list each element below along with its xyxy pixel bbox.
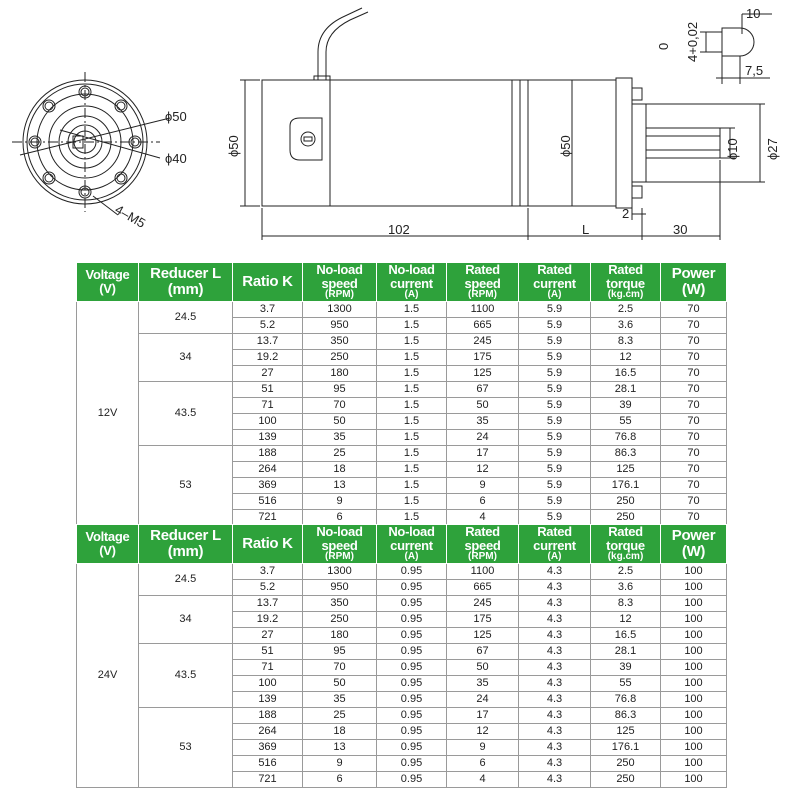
rated-current-cell: 4.3	[519, 723, 591, 739]
no-load-speed-cell: 180	[303, 627, 377, 643]
power-cell: 70	[661, 349, 727, 365]
rated-torque-cell: 28.1	[591, 643, 661, 659]
reducer-length-label: L	[582, 222, 590, 237]
power-cell: 100	[661, 611, 727, 627]
header-rated-torque	[591, 263, 661, 302]
reducer-cell: 34	[139, 595, 233, 643]
ratio-cell: 5.2	[233, 317, 303, 333]
no-load-current-cell: 1.5	[377, 445, 447, 461]
power-cell: 100	[661, 739, 727, 755]
rated-torque-cell: 16.5	[591, 365, 661, 381]
header-rated-current-unit: (A)	[547, 289, 562, 301]
power-cell: 100	[661, 723, 727, 739]
table-row	[77, 643, 727, 659]
rated-torque-cell: 8.3	[591, 333, 661, 349]
no-load-current-cell: 1.5	[377, 509, 447, 525]
no-load-speed-cell: 13	[303, 739, 377, 755]
no-load-current-cell: 0.95	[377, 627, 447, 643]
rated-speed-cell: 50	[447, 397, 519, 413]
key-width-label: 10	[746, 6, 761, 21]
tolerance-top: 0	[656, 42, 671, 50]
rated-current-cell: 4.3	[519, 579, 591, 595]
rated-current-cell: 5.9	[519, 509, 591, 525]
rated-current-cell: 4.3	[519, 691, 591, 707]
rated-torque-cell: 8.3	[591, 595, 661, 611]
no-load-speed-cell: 180	[303, 365, 377, 381]
power-cell: 100	[661, 707, 727, 723]
table-row	[77, 595, 727, 611]
header-reducer	[139, 263, 233, 302]
no-load-speed-cell: 350	[303, 333, 377, 349]
power-cell: 70	[661, 397, 727, 413]
rated-speed-cell: 1100	[447, 563, 519, 579]
no-load-speed-cell: 250	[303, 349, 377, 365]
table-row	[77, 707, 727, 723]
no-load-current-cell: 1.5	[377, 413, 447, 429]
rated-torque-cell: 86.3	[591, 707, 661, 723]
no-load-current-cell: 1.5	[377, 365, 447, 381]
rated-speed-cell: 175	[447, 611, 519, 627]
table-row	[77, 563, 727, 579]
rated-speed-cell: 24	[447, 429, 519, 445]
no-load-speed-cell: 95	[303, 643, 377, 659]
header-reducer	[139, 525, 233, 564]
rated-torque-cell: 2.5	[591, 563, 661, 579]
rated-speed-cell: 17	[447, 445, 519, 461]
shaft-length-label: 30	[673, 222, 688, 237]
power-cell: 100	[661, 675, 727, 691]
rated-current-cell: 5.9	[519, 477, 591, 493]
ratio-cell: 27	[233, 365, 303, 381]
rated-torque-cell: 250	[591, 493, 661, 509]
header-voltage-label: Voltage (V)	[85, 267, 130, 296]
ratio-cell: 721	[233, 771, 303, 787]
rated-current-cell: 4.3	[519, 659, 591, 675]
ratio-cell: 139	[233, 429, 303, 445]
header-ratio	[233, 263, 303, 302]
no-load-speed-cell: 1300	[303, 563, 377, 579]
rated-current-cell: 4.3	[519, 611, 591, 627]
header-voltage	[77, 525, 139, 564]
header-reducer-label: Reducer L (mm)	[150, 265, 221, 298]
no-load-speed-cell: 950	[303, 317, 377, 333]
ratio-cell: 369	[233, 477, 303, 493]
power-cell: 100	[661, 755, 727, 771]
no-load-speed-cell: 9	[303, 755, 377, 771]
no-load-current-cell: 0.95	[377, 707, 447, 723]
rated-speed-cell: 17	[447, 707, 519, 723]
power-cell: 70	[661, 509, 727, 525]
ratio-cell: 13.7	[233, 333, 303, 349]
rated-current-cell: 5.9	[519, 317, 591, 333]
no-load-current-cell: 1.5	[377, 461, 447, 477]
header-ratio-label: Ratio K	[242, 273, 293, 291]
header-rated-current-unit: (A)	[547, 551, 562, 563]
no-load-speed-cell: 6	[303, 509, 377, 525]
reducer-cell: 53	[139, 445, 233, 525]
gap-label: 2	[622, 206, 630, 221]
table-header-row	[77, 525, 727, 564]
front-phi50-label: ϕ50	[165, 109, 187, 124]
header-no-load-speed-label: No-load speed	[316, 262, 363, 291]
power-cell: 100	[661, 643, 727, 659]
ratio-cell: 3.7	[233, 563, 303, 579]
table-row	[77, 333, 727, 349]
header-rated-speed	[447, 525, 519, 564]
rated-current-cell: 4.3	[519, 627, 591, 643]
rated-torque-cell: 125	[591, 723, 661, 739]
power-cell: 100	[661, 563, 727, 579]
no-load-current-cell: 0.95	[377, 675, 447, 691]
voltage-cell: 24V	[77, 563, 139, 787]
rated-speed-cell: 35	[447, 413, 519, 429]
header-no-load-current-unit: (A)	[404, 289, 419, 301]
rated-speed-cell: 4	[447, 771, 519, 787]
ratio-cell: 516	[233, 493, 303, 509]
no-load-current-cell: 1.5	[377, 493, 447, 509]
header-rated-current-label: Rated current	[533, 262, 576, 291]
depth-label: 7,5	[745, 63, 764, 78]
rated-speed-cell: 125	[447, 627, 519, 643]
rated-torque-cell: 39	[591, 659, 661, 675]
no-load-speed-cell: 50	[303, 675, 377, 691]
no-load-current-cell: 0.95	[377, 611, 447, 627]
rated-speed-cell: 245	[447, 595, 519, 611]
rated-speed-cell: 12	[447, 461, 519, 477]
power-cell: 100	[661, 627, 727, 643]
power-cell: 100	[661, 579, 727, 595]
front-view	[12, 72, 170, 215]
rated-torque-cell: 28.1	[591, 381, 661, 397]
ratio-cell: 19.2	[233, 349, 303, 365]
no-load-speed-cell: 25	[303, 707, 377, 723]
ratio-cell: 5.2	[233, 579, 303, 595]
no-load-current-cell: 0.95	[377, 659, 447, 675]
ratio-cell: 721	[233, 509, 303, 525]
rated-torque-cell: 39	[591, 397, 661, 413]
no-load-speed-cell: 6	[303, 771, 377, 787]
no-load-speed-cell: 350	[303, 595, 377, 611]
header-power	[661, 263, 727, 302]
rated-torque-cell: 55	[591, 413, 661, 429]
power-cell: 100	[661, 771, 727, 787]
no-load-current-cell: 1.5	[377, 477, 447, 493]
no-load-current-cell: 1.5	[377, 317, 447, 333]
spec-table-12v	[76, 262, 727, 526]
rated-current-cell: 4.3	[519, 755, 591, 771]
rated-speed-cell: 6	[447, 755, 519, 771]
shaft-diameter-label: ϕ10	[725, 138, 740, 160]
no-load-current-cell: 0.95	[377, 755, 447, 771]
ratio-cell: 51	[233, 643, 303, 659]
flange-diameter-label: ϕ27	[765, 138, 780, 160]
header-rated-torque-label: Rated torque	[606, 524, 645, 553]
rated-current-cell: 4.3	[519, 707, 591, 723]
rated-speed-cell: 9	[447, 739, 519, 755]
no-load-speed-cell: 13	[303, 477, 377, 493]
power-cell: 70	[661, 477, 727, 493]
header-rated-torque-unit: (kg.cm)	[607, 551, 644, 563]
rated-current-cell: 5.9	[519, 493, 591, 509]
no-load-current-cell: 0.95	[377, 579, 447, 595]
table-row	[77, 445, 727, 461]
header-no-load-current-label: No-load current	[388, 262, 435, 291]
header-voltage-label: Voltage (V)	[85, 529, 130, 558]
power-cell: 70	[661, 429, 727, 445]
rated-current-cell: 4.3	[519, 563, 591, 579]
ratio-cell: 516	[233, 755, 303, 771]
reducer-cell: 43.5	[139, 643, 233, 707]
no-load-current-cell: 1.5	[377, 333, 447, 349]
reducer-cell: 24.5	[139, 301, 233, 333]
no-load-current-cell: 1.5	[377, 429, 447, 445]
rated-speed-cell: 12	[447, 723, 519, 739]
power-cell: 70	[661, 445, 727, 461]
rated-speed-cell: 125	[447, 365, 519, 381]
spec-table-24v	[76, 524, 727, 788]
rated-speed-cell: 1100	[447, 301, 519, 317]
rated-speed-cell: 665	[447, 579, 519, 595]
power-cell: 70	[661, 317, 727, 333]
rated-torque-cell: 86.3	[591, 445, 661, 461]
body-length-label: 102	[388, 222, 410, 237]
motor-drawing	[0, 0, 800, 255]
header-power-label: Power (W)	[671, 527, 716, 560]
header-no-load-current-unit: (A)	[404, 551, 419, 563]
rated-torque-cell: 3.6	[591, 317, 661, 333]
ratio-cell: 3.7	[233, 301, 303, 317]
header-rated-speed-unit: (RPM)	[468, 551, 497, 563]
ratio-cell: 139	[233, 691, 303, 707]
no-load-speed-cell: 95	[303, 381, 377, 397]
no-load-current-cell: 0.95	[377, 595, 447, 611]
power-cell: 70	[661, 493, 727, 509]
no-load-current-cell: 1.5	[377, 349, 447, 365]
rated-torque-cell: 3.6	[591, 579, 661, 595]
header-ratio	[233, 525, 303, 564]
rated-current-cell: 5.9	[519, 381, 591, 397]
rated-current-cell: 4.3	[519, 595, 591, 611]
rated-current-cell: 5.9	[519, 365, 591, 381]
side-phi50-left: ϕ50	[226, 135, 241, 157]
rated-current-cell: 5.9	[519, 397, 591, 413]
front-phi40-label: ϕ40	[165, 151, 187, 166]
header-rated-current-label: Rated current	[533, 524, 576, 553]
no-load-speed-cell: 35	[303, 691, 377, 707]
rated-torque-cell: 250	[591, 771, 661, 787]
power-cell: 70	[661, 301, 727, 317]
header-rated-current	[519, 263, 591, 302]
power-cell: 70	[661, 413, 727, 429]
rated-torque-cell: 76.8	[591, 691, 661, 707]
no-load-current-cell: 0.95	[377, 563, 447, 579]
reducer-cell: 43.5	[139, 381, 233, 445]
rated-torque-cell: 125	[591, 461, 661, 477]
rated-speed-cell: 67	[447, 643, 519, 659]
rated-speed-cell: 9	[447, 477, 519, 493]
ratio-cell: 51	[233, 381, 303, 397]
header-no-load-current	[377, 525, 447, 564]
rated-current-cell: 5.9	[519, 461, 591, 477]
voltage-cell: 12V	[77, 301, 139, 525]
rated-current-cell: 5.9	[519, 429, 591, 445]
rated-speed-cell: 245	[447, 333, 519, 349]
no-load-current-cell: 1.5	[377, 301, 447, 317]
rated-torque-cell: 250	[591, 509, 661, 525]
rated-current-cell: 4.3	[519, 771, 591, 787]
rated-torque-cell: 176.1	[591, 739, 661, 755]
rated-speed-cell: 175	[447, 349, 519, 365]
header-rated-speed-unit: (RPM)	[468, 289, 497, 301]
header-rated-speed-label: Rated speed	[464, 524, 501, 553]
header-no-load-speed	[303, 263, 377, 302]
power-cell: 100	[661, 691, 727, 707]
rated-torque-cell: 2.5	[591, 301, 661, 317]
rated-speed-cell: 6	[447, 493, 519, 509]
power-cell: 70	[661, 333, 727, 349]
rated-speed-cell: 24	[447, 691, 519, 707]
header-rated-speed	[447, 263, 519, 302]
no-load-speed-cell: 25	[303, 445, 377, 461]
header-power-label: Power (W)	[671, 265, 716, 298]
no-load-speed-cell: 1300	[303, 301, 377, 317]
no-load-speed-cell: 9	[303, 493, 377, 509]
header-rated-torque	[591, 525, 661, 564]
ratio-cell: 100	[233, 675, 303, 691]
ratio-cell: 369	[233, 739, 303, 755]
ratio-cell: 71	[233, 659, 303, 675]
header-reducer-label: Reducer L (mm)	[150, 527, 221, 560]
no-load-speed-cell: 950	[303, 579, 377, 595]
rated-current-cell: 4.3	[519, 643, 591, 659]
no-load-current-cell: 0.95	[377, 723, 447, 739]
rated-current-cell: 5.9	[519, 413, 591, 429]
reducer-cell: 53	[139, 707, 233, 787]
bolts-label: 4–M5	[112, 201, 149, 231]
header-no-load-speed-label: No-load speed	[316, 524, 363, 553]
power-cell: 70	[661, 461, 727, 477]
rated-speed-cell: 50	[447, 659, 519, 675]
rated-speed-cell: 35	[447, 675, 519, 691]
ratio-cell: 264	[233, 461, 303, 477]
rated-torque-cell: 55	[591, 675, 661, 691]
power-cell: 70	[661, 381, 727, 397]
rated-torque-cell: 12	[591, 349, 661, 365]
header-rated-torque-unit: (kg.cm)	[607, 289, 644, 301]
no-load-speed-cell: 35	[303, 429, 377, 445]
ratio-cell: 13.7	[233, 595, 303, 611]
header-no-load-speed	[303, 525, 377, 564]
rated-current-cell: 5.9	[519, 445, 591, 461]
rated-current-cell: 4.3	[519, 739, 591, 755]
no-load-speed-cell: 250	[303, 611, 377, 627]
table-header-row	[77, 263, 727, 302]
no-load-current-cell: 0.95	[377, 739, 447, 755]
no-load-speed-cell: 18	[303, 723, 377, 739]
ratio-cell: 71	[233, 397, 303, 413]
no-load-current-cell: 1.5	[377, 381, 447, 397]
rated-current-cell: 5.9	[519, 349, 591, 365]
no-load-speed-cell: 50	[303, 413, 377, 429]
reducer-cell: 24.5	[139, 563, 233, 595]
rated-torque-cell: 176.1	[591, 477, 661, 493]
rated-torque-cell: 16.5	[591, 627, 661, 643]
rated-current-cell: 5.9	[519, 301, 591, 317]
table-row	[77, 381, 727, 397]
ratio-cell: 27	[233, 627, 303, 643]
rated-torque-cell: 250	[591, 755, 661, 771]
no-load-speed-cell: 70	[303, 397, 377, 413]
tolerance-bottom: 4+0,02	[685, 21, 700, 62]
header-no-load-speed-unit: (RPM)	[325, 289, 354, 301]
rated-torque-cell: 76.8	[591, 429, 661, 445]
rated-speed-cell: 665	[447, 317, 519, 333]
no-load-current-cell: 0.95	[377, 691, 447, 707]
rated-current-cell: 4.3	[519, 675, 591, 691]
rated-speed-cell: 67	[447, 381, 519, 397]
header-no-load-current	[377, 263, 447, 302]
no-load-speed-cell: 18	[303, 461, 377, 477]
power-cell: 70	[661, 365, 727, 381]
header-rated-current	[519, 525, 591, 564]
table-row	[77, 301, 727, 317]
power-cell: 100	[661, 595, 727, 611]
reducer-cell: 34	[139, 333, 233, 381]
ratio-cell: 19.2	[233, 611, 303, 627]
ratio-cell: 188	[233, 707, 303, 723]
rated-speed-cell: 4	[447, 509, 519, 525]
header-rated-speed-label: Rated speed	[464, 262, 501, 291]
header-ratio-label: Ratio K	[242, 535, 293, 553]
ratio-cell: 100	[233, 413, 303, 429]
no-load-current-cell: 0.95	[377, 771, 447, 787]
power-cell: 100	[661, 659, 727, 675]
header-voltage	[77, 263, 139, 302]
ratio-cell: 264	[233, 723, 303, 739]
no-load-speed-cell: 70	[303, 659, 377, 675]
header-rated-torque-label: Rated torque	[606, 262, 645, 291]
rated-torque-cell: 12	[591, 611, 661, 627]
header-no-load-current-label: No-load current	[388, 524, 435, 553]
rated-current-cell: 5.9	[519, 333, 591, 349]
header-no-load-speed-unit: (RPM)	[325, 551, 354, 563]
ratio-cell: 188	[233, 445, 303, 461]
header-power	[661, 525, 727, 564]
side-phi50-right: ϕ50	[558, 135, 573, 157]
no-load-current-cell: 0.95	[377, 643, 447, 659]
no-load-current-cell: 1.5	[377, 397, 447, 413]
